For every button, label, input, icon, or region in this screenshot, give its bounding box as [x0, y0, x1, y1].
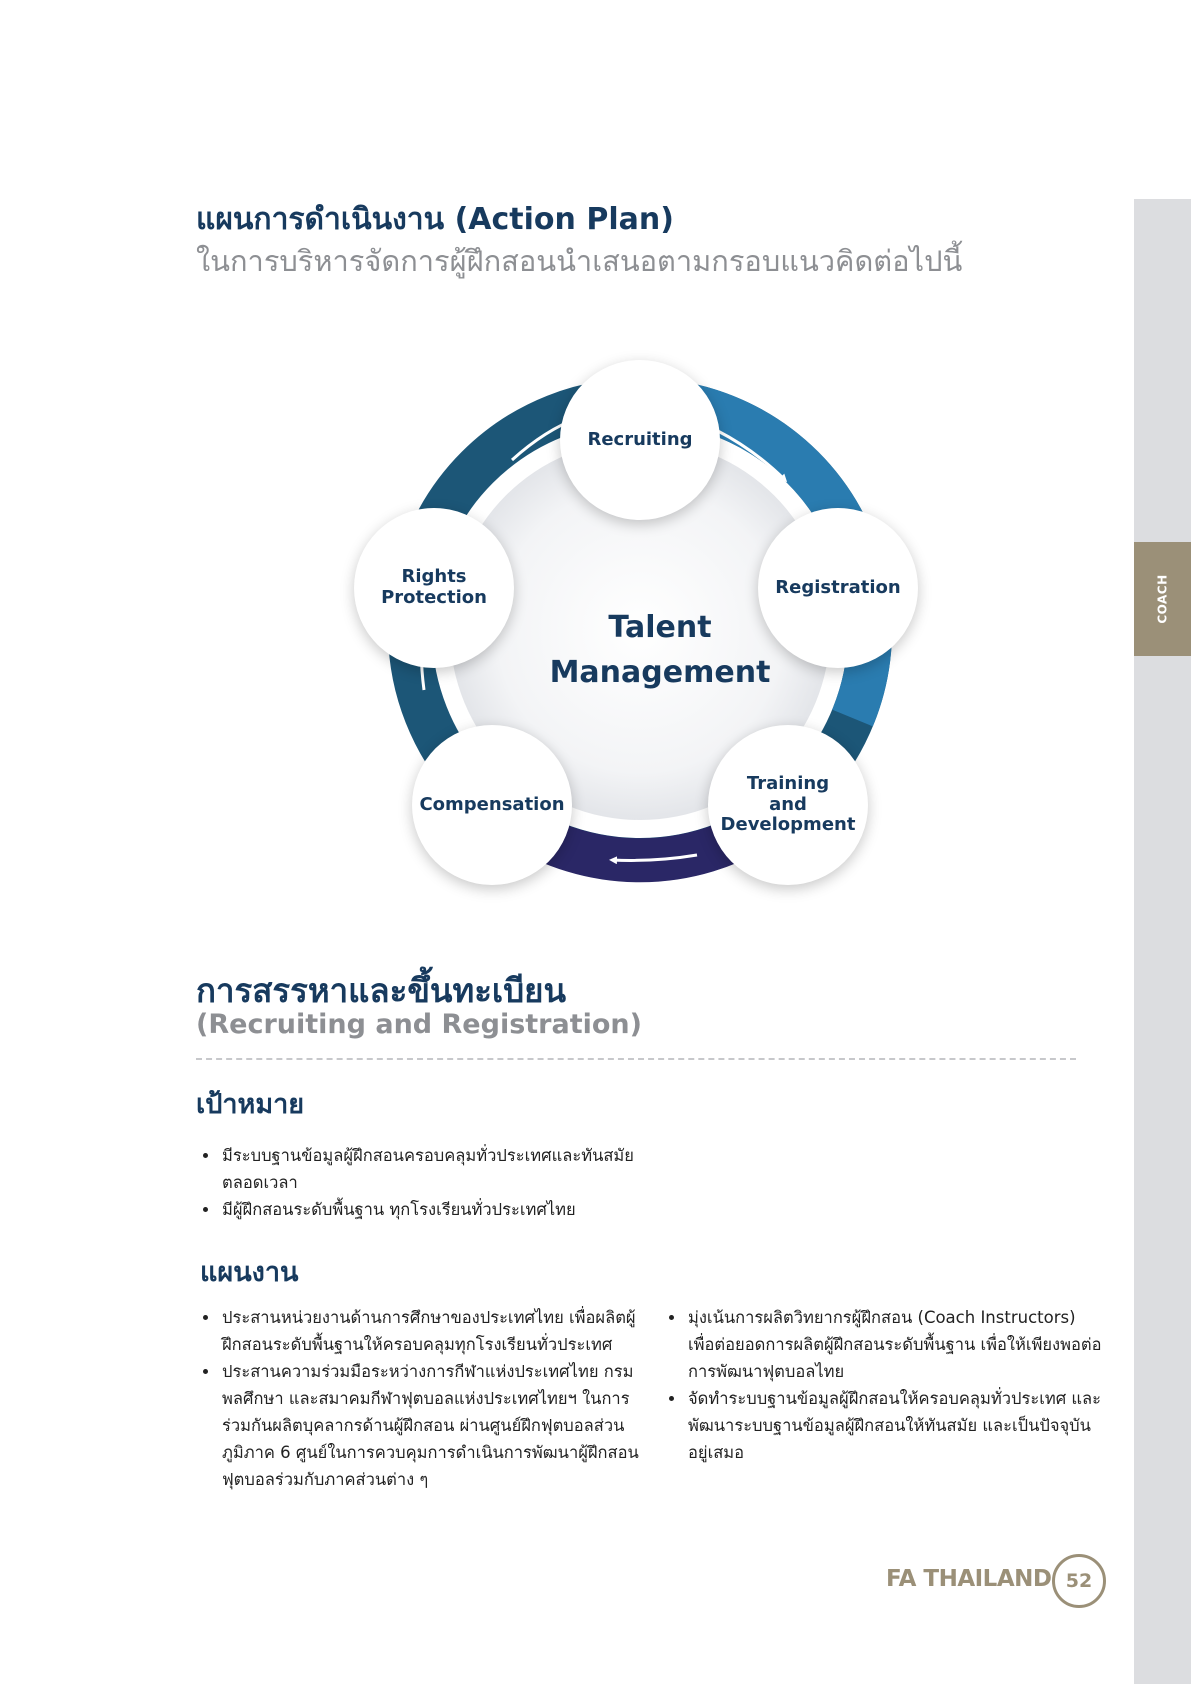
node-compensation: Compensation	[412, 725, 572, 885]
goals-list	[198, 1142, 640, 1223]
side-strip	[1134, 199, 1191, 1684]
footer-brand: FA THAILAND	[886, 1566, 1052, 1592]
talent-management-diagram	[340, 350, 940, 910]
section-tab-label: COACH	[1155, 574, 1170, 624]
node-training-development: Training and Development	[708, 725, 868, 885]
page-number: 52	[1052, 1554, 1106, 1608]
node-rights-protection: Rights Protection	[354, 508, 514, 668]
section-subtitle: (Recruiting and Registration)	[196, 1009, 642, 1040]
list-item: • จัดทำระบบฐานข้อมูลผู้ฝึกสอนให้ครอบคลุมทั่วประเทศ และพัฒนาระบบฐานข้อมูลผู้ฝึกสอนให้ทันสมัย และเป็นปัจจุบันอยู่เสมอ	[686, 1385, 1104, 1466]
plan-heading: แผนงาน	[200, 1257, 299, 1288]
list-item: • มีระบบฐานข้อมูลผู้ฝึกสอนครอบคลุมทั่วประเทศและทันสมัยตลอดเวลา	[220, 1142, 640, 1196]
plan-list-left	[198, 1304, 640, 1493]
dashed-divider	[196, 1058, 1076, 1060]
page-title: แผนการดำเนินงาน (Action Plan)	[196, 202, 674, 237]
goals-heading: เป้าหมาย	[196, 1089, 305, 1120]
list-item: • มีผู้ฝึกสอนระดับพื้นฐาน ทุกโรงเรียนทั่วประเทศไทย	[220, 1196, 640, 1223]
node-registration: Registration	[758, 508, 918, 668]
plan-list-right	[664, 1304, 1104, 1466]
node-recruiting: Recruiting	[560, 360, 720, 520]
list-item: • ประสานความร่วมมือระหว่างการกีฬาแห่งประเทศไทย กรมพลศึกษา และสมาคมกีฬาฟุตบอลแห่งประเทศไทยฯ ในการร่วมกันผลิตบุคลากรด้านผู้ฝึกสอน ผ่านศูนย์ฝึกฟุตบอลส่วนภูมิภาค 6 ศูนย์ในการควบคุมการดำเนินการพัฒนาผู้ฝึกสอนฟุตบอลร่วมกับภาคส่วนต่าง ๆ	[220, 1358, 640, 1493]
center-label: Talent Management	[549, 610, 771, 690]
page-subtitle: ในการบริหารจัดการผู้ฝึกสอนนำเสนอตามกรอบแนวคิดต่อไปนี้	[196, 244, 963, 278]
section-title: การสรรหาและขึ้นทะเบียน	[196, 971, 567, 1010]
list-item: • ประสานหน่วยงานด้านการศึกษาของประเทศไทย เพื่อผลิตผู้ฝึกสอนระดับพื้นฐานให้ครอบคลุมทุกโรงเรียนทั่วประเทศ	[220, 1304, 640, 1358]
list-item: • มุ่งเน้นการผลิตวิทยากรผู้ฝึกสอน (Coach Instructors) เพื่อต่อยอดการผลิตผู้ฝึกสอนระดับพื้นฐาน เพื่อให้เพียงพอต่อการพัฒนาฟุตบอลไทย	[686, 1304, 1104, 1385]
